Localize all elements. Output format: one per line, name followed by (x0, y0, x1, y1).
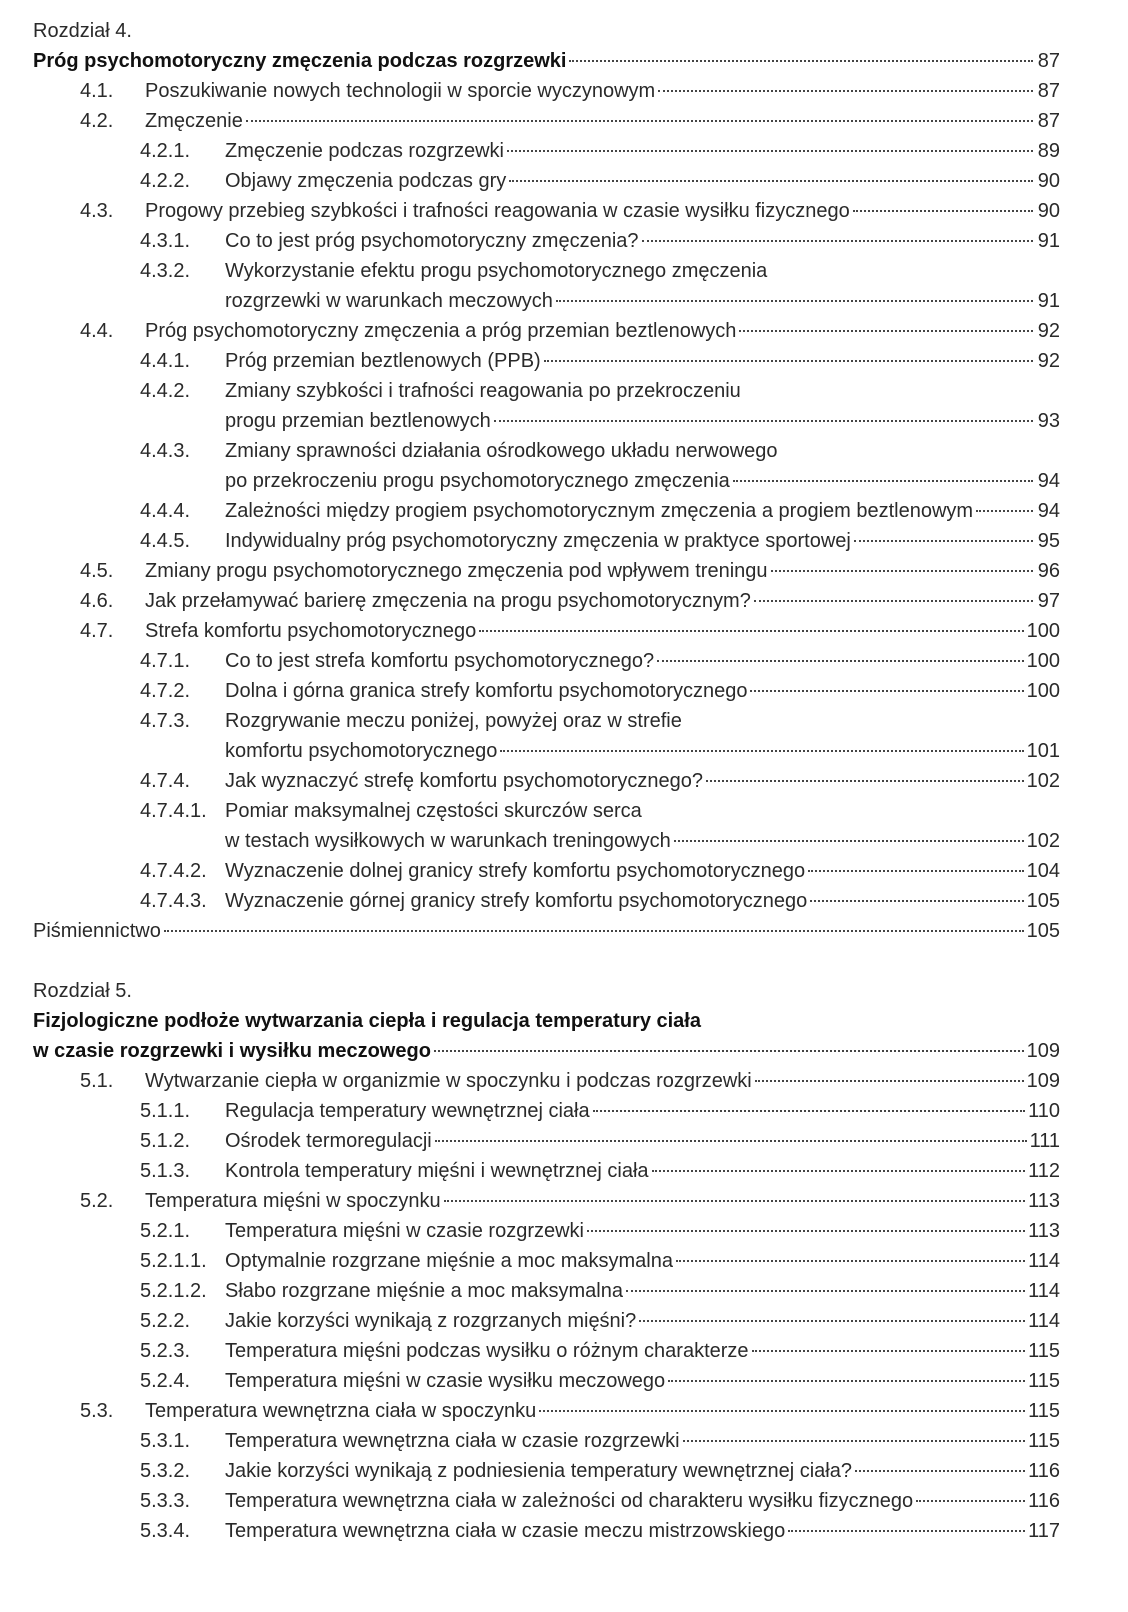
entry-number: 4.3. (80, 200, 114, 222)
page-number: 97 (1037, 590, 1060, 612)
entry-number: 4.7.4. (140, 770, 191, 792)
entry-number: 5.3. (80, 1400, 114, 1422)
toc-entry (0, 856, 1060, 886)
leader-dots (164, 930, 1024, 932)
entry-title: Objawy zmęczenia podczas gry (225, 170, 507, 192)
entry-line (225, 856, 1060, 886)
leader-dots (810, 900, 1023, 902)
leader-dots (509, 180, 1033, 182)
entry-title: Temperatura wewnętrzna ciała w czasie rozgrzewki (225, 1430, 680, 1452)
entry-number: 4.2. (80, 110, 114, 132)
page-number: 89 (1037, 140, 1060, 162)
entry-number: 5.3.2. (140, 1460, 191, 1482)
toc-entry-continuation (0, 736, 1060, 766)
toc-entry (0, 496, 1060, 526)
toc-entry (0, 226, 1060, 256)
entry-title-continued: w testach wysiłkowych w warunkach treningowych (225, 830, 671, 852)
page-number: 92 (1037, 350, 1060, 372)
entry-line (225, 1216, 1060, 1246)
entry-title: Indywidualny próg psychomotoryczny zmęczenia w praktyce sportowej (225, 530, 851, 552)
entry-number: 5.1. (80, 1070, 114, 1092)
page-number: 115 (1028, 1370, 1060, 1392)
toc-entry (0, 1456, 1060, 1486)
leader-dots (587, 1230, 1025, 1232)
entry-number: 4.7.4.1. (140, 800, 207, 822)
entry-line (225, 676, 1060, 706)
entry-number: 5.3.4. (140, 1520, 191, 1542)
page-number: 100 (1026, 650, 1060, 672)
entry-line (225, 886, 1060, 916)
entry-title: Jak przełamywać barierę zmęczenia na progu psychomotorycznym? (145, 590, 751, 612)
page-number: 101 (1026, 740, 1060, 762)
entry-line (145, 1186, 1060, 1216)
entry-line (145, 616, 1060, 646)
leader-dots (674, 840, 1024, 842)
entry-number: 5.2.3. (140, 1340, 191, 1362)
toc-entry (0, 346, 1060, 376)
page-number: 109 (1026, 1040, 1060, 1062)
entry-line (33, 916, 1060, 946)
entry-title: Zmęczenie podczas rozgrzewki (225, 140, 504, 162)
entry-title: Wyznaczenie górnej granicy strefy komfortu psychomotorycznego (225, 890, 808, 912)
entry-line (225, 1246, 1060, 1276)
toc-entry (0, 1156, 1060, 1186)
page-number: 100 (1026, 620, 1060, 642)
leader-dots (444, 1200, 1025, 1202)
chapter-title: Próg psychomotoryczny zmęczenia podczas rozgrzewki (33, 50, 567, 72)
leader-dots (569, 60, 1033, 62)
toc-entry (0, 1126, 1060, 1156)
leader-dots (435, 1140, 1027, 1142)
entry-title: Temperatura mięśni w czasie rozgrzewki (225, 1220, 585, 1242)
entry-number: 4.4.4. (140, 500, 191, 522)
entry-title: Słabo rozgrzane mięśnie a moc maksymalna (225, 1280, 623, 1302)
entry-number: 5.1.1. (140, 1100, 191, 1122)
toc-entry (0, 796, 1060, 826)
entry-title-continued: po przekroczeniu progu psychomotorycznego zmęczenia (225, 470, 730, 492)
entry-line (225, 796, 1060, 826)
leader-dots (500, 750, 1023, 752)
entry-title: Temperatura mięśni podczas wysiłku o różnym charakterze (225, 1340, 749, 1362)
entry-title: Regulacja temperatury wewnętrznej ciała (225, 1100, 590, 1122)
entry-title: Jakie korzyści wynikają z rozgrzanych mięśni? (225, 1310, 637, 1332)
page-number: 114 (1028, 1310, 1060, 1332)
leader-dots (853, 210, 1033, 212)
entry-line (225, 1426, 1060, 1456)
entry-title: Wyznaczenie dolnej granicy strefy komfortu psychomotorycznego (225, 860, 806, 882)
entry-title: Zmęczenie (145, 110, 243, 132)
leader-dots (556, 300, 1033, 302)
entry-title: Wytwarzanie ciepła w organizmie w spoczynku i podczas rozgrzewki (145, 1070, 752, 1092)
toc-entry-continuation (0, 406, 1060, 436)
entry-title: Kontrola temperatury mięśni i wewnętrznej ciała (225, 1160, 649, 1182)
chapter-title-line-2: w czasie rozgrzewki i wysiłku meczowego (33, 1040, 431, 1062)
leader-dots (507, 150, 1033, 152)
toc-entry (0, 766, 1060, 796)
toc-entry (0, 1246, 1060, 1276)
leader-dots (771, 570, 1033, 572)
toc-entry (0, 916, 1060, 946)
leader-dots (494, 420, 1033, 422)
entry-number: 4.2.2. (140, 170, 191, 192)
entry-title: Progowy przebieg szybkości i trafności reagowania w czasie wysiłku fizycznego (145, 200, 850, 222)
toc-entry (0, 316, 1060, 346)
leader-dots (658, 90, 1033, 92)
toc-entry (0, 586, 1060, 616)
entry-number: 5.1.2. (140, 1130, 191, 1152)
entry-number: 4.7.4.3. (140, 890, 207, 912)
leader-dots (652, 1170, 1026, 1172)
page-number: 102 (1026, 830, 1060, 852)
page-number: 105 (1026, 890, 1060, 912)
leader-dots (539, 1410, 1025, 1412)
toc-entry-continuation (0, 826, 1060, 856)
toc-entry (0, 616, 1060, 646)
page-number: 104 (1026, 860, 1060, 882)
page-number: 94 (1037, 500, 1060, 522)
entry-line (225, 376, 1060, 406)
entry-title: Piśmiennictwo (33, 920, 161, 942)
entry-line (225, 166, 1060, 196)
chapter-label: Rozdział 5. (33, 980, 132, 1002)
entry-line (225, 826, 1060, 856)
entry-title: Wykorzystanie efektu progu psychomotorycznego zmęczenia (225, 260, 768, 282)
entry-line (225, 346, 1060, 376)
entry-number: 5.2.4. (140, 1370, 191, 1392)
leader-dots (593, 1110, 1025, 1112)
toc-entry (0, 1066, 1060, 1096)
entry-number: 4.6. (80, 590, 114, 612)
chapter-title: Fizjologiczne podłoże wytwarzania ciepła i regulacja temperatury ciała (33, 1010, 701, 1032)
leader-dots (976, 510, 1033, 512)
entry-line (225, 136, 1060, 166)
entry-line (225, 766, 1060, 796)
entry-title: Jakie korzyści wynikają z podniesienia temperatury wewnętrznej ciała? (225, 1460, 852, 1482)
toc-entry (0, 886, 1060, 916)
entry-line (225, 286, 1060, 316)
entry-line (225, 706, 1060, 736)
entry-line (145, 1066, 1060, 1096)
leader-dots (788, 1530, 1025, 1532)
entry-title: Pomiar maksymalnej częstości skurczów serca (225, 800, 642, 822)
page-number: 116 (1028, 1460, 1060, 1482)
toc-entry (0, 556, 1060, 586)
page-number: 87 (1037, 110, 1060, 132)
toc-entry (0, 76, 1060, 106)
entry-line (225, 1126, 1060, 1156)
page-number: 113 (1028, 1220, 1060, 1242)
page-number: 90 (1037, 200, 1060, 222)
toc-entry (0, 376, 1060, 406)
toc-entry (0, 1186, 1060, 1216)
page-number: 115 (1028, 1340, 1060, 1362)
entry-line (225, 1276, 1060, 1306)
entry-number: 5.2.1.2. (140, 1280, 207, 1302)
entry-title: Temperatura wewnętrzna ciała w czasie meczu mistrzowskiego (225, 1520, 786, 1542)
page-number: 114 (1028, 1250, 1060, 1272)
page-number: 93 (1037, 410, 1060, 432)
chapter-label: Rozdział 4. (33, 20, 132, 42)
page-number: 87 (1037, 80, 1060, 102)
page-number: 87 (1037, 50, 1060, 72)
entry-title-continued: rozgrzewki w warunkach meczowych (225, 290, 553, 312)
entry-number: 5.2.2. (140, 1310, 191, 1332)
page-number: 94 (1037, 470, 1060, 492)
chapter-entries (0, 1066, 1060, 1546)
entry-number: 5.2.1. (140, 1220, 191, 1242)
entry-line (225, 1336, 1060, 1366)
entry-title: Zależności między progiem psychomotorycznym zmęczenia a progiem beztlenowym (225, 500, 974, 522)
leader-dots (739, 330, 1033, 332)
entry-title: Ośrodek termoregulacji (225, 1130, 432, 1152)
entry-line (225, 1516, 1060, 1546)
entry-line (225, 496, 1060, 526)
leader-dots (668, 1380, 1025, 1382)
toc-entry-continuation (0, 286, 1060, 316)
entry-number: 5.2.1.1. (140, 1250, 207, 1272)
leader-dots (434, 1050, 1024, 1052)
entry-title: Poszukiwanie nowych technologii w sporcie wyczynowym (145, 80, 656, 102)
toc-entry (0, 1306, 1060, 1336)
entry-line (225, 406, 1060, 436)
entry-number: 4.4.1. (140, 350, 191, 372)
leader-dots (854, 540, 1033, 542)
page-number: 115 (1028, 1400, 1060, 1422)
leader-dots (676, 1260, 1025, 1262)
toc-entry (0, 1486, 1060, 1516)
toc-entry (0, 196, 1060, 226)
entry-line (225, 226, 1060, 256)
entry-title: Optymalnie rozgrzane mięśnie a moc maksymalna (225, 1250, 673, 1272)
toc-entry (0, 1276, 1060, 1306)
entry-line (145, 106, 1060, 136)
entry-number: 5.2. (80, 1190, 114, 1212)
entry-title: Strefa komfortu psychomotorycznego (145, 620, 477, 642)
entry-number: 4.7.4.2. (140, 860, 207, 882)
entry-number: 5.1.3. (140, 1160, 191, 1182)
entry-number: 4.7.1. (140, 650, 191, 672)
entry-line (145, 76, 1060, 106)
toc-entry (0, 706, 1060, 736)
entry-number: 4.7.3. (140, 710, 191, 732)
entry-line (145, 586, 1060, 616)
entry-line (145, 196, 1060, 226)
toc-entry (0, 1096, 1060, 1126)
leader-dots (683, 1440, 1025, 1442)
entry-line (225, 1456, 1060, 1486)
page-number: 114 (1028, 1280, 1060, 1302)
entry-line (225, 736, 1060, 766)
entry-title: Co to jest próg psychomotoryczny zmęczenia? (225, 230, 639, 252)
entry-title: Zmiany sprawności działania ośrodkowego układu nerwowego (225, 440, 778, 462)
chapter-title-row (0, 1006, 1060, 1036)
toc-entry (0, 1426, 1060, 1456)
entry-number: 4.4. (80, 320, 114, 342)
page-number: 90 (1037, 170, 1060, 192)
toc-entry (0, 1396, 1060, 1426)
entry-line (225, 646, 1060, 676)
entry-number: 4.4.3. (140, 440, 191, 462)
entry-title: Rozgrywanie meczu poniżej, powyżej oraz w strefie (225, 710, 682, 732)
entry-title: Temperatura mięśni w spoczynku (145, 1190, 441, 1212)
toc-entry-continuation (0, 466, 1060, 496)
entry-number: 5.3.1. (140, 1430, 191, 1452)
leader-dots (246, 120, 1033, 122)
entry-line (145, 1396, 1060, 1426)
entry-line (225, 1486, 1060, 1516)
toc-entry (0, 1216, 1060, 1246)
leader-dots (808, 870, 1024, 872)
page-number: 116 (1028, 1490, 1060, 1512)
table-of-contents (0, 16, 1060, 1546)
page-number: 112 (1028, 1160, 1060, 1182)
entry-number: 4.7. (80, 620, 114, 642)
entry-number: 4.4.2. (140, 380, 191, 402)
entry-line (225, 466, 1060, 496)
toc-entry (0, 136, 1060, 166)
page-number: 96 (1037, 560, 1060, 582)
leader-dots (626, 1290, 1025, 1292)
toc-entry (0, 1366, 1060, 1396)
page-number: 110 (1028, 1100, 1060, 1122)
entry-number: 4.3.1. (140, 230, 191, 252)
page-number: 115 (1028, 1430, 1060, 1452)
entry-number: 4.2.1. (140, 140, 191, 162)
entry-title-continued: komfortu psychomotorycznego (225, 740, 498, 762)
toc-entry (0, 646, 1060, 676)
entry-title: Temperatura wewnętrzna ciała w spoczynku (145, 1400, 537, 1422)
leader-dots (916, 1500, 1025, 1502)
entry-line (225, 1156, 1060, 1186)
leader-dots (754, 600, 1033, 602)
leader-dots (752, 1350, 1026, 1352)
entry-title: Próg psychomotoryczny zmęczenia a próg przemian beztlenowych (145, 320, 737, 342)
leader-dots (642, 240, 1033, 242)
chapter-entries (0, 76, 1060, 946)
entry-number: 4.4.5. (140, 530, 191, 552)
chapter-title-row (0, 1036, 1060, 1066)
entry-number: 4.7.2. (140, 680, 191, 702)
page-number: 100 (1026, 680, 1060, 702)
toc-entry (0, 526, 1060, 556)
page-number: 92 (1037, 320, 1060, 342)
entry-title: Co to jest strefa komfortu psychomotorycznego? (225, 650, 655, 672)
entry-title: Temperatura wewnętrzna ciała w zależności od charakteru wysiłku fizycznego (225, 1490, 914, 1512)
entry-title: Dolna i górna granica strefy komfortu psychomotorycznego (225, 680, 748, 702)
entry-title: Próg przemian beztlenowych (PPB) (225, 350, 541, 372)
entry-line (225, 436, 1060, 466)
entry-line (225, 1366, 1060, 1396)
entry-title: Zmiany szybkości i trafności reagowania po przekroczeniu (225, 380, 741, 402)
page-number: 91 (1037, 230, 1060, 252)
entry-number: 4.5. (80, 560, 114, 582)
toc-entry (0, 106, 1060, 136)
toc-entry (0, 436, 1060, 466)
page-number: 105 (1026, 920, 1060, 942)
page-number: 111 (1029, 1130, 1060, 1152)
leader-dots (755, 1080, 1024, 1082)
leader-dots (544, 360, 1033, 362)
toc-entry (0, 166, 1060, 196)
entry-title: Zmiany progu psychomotorycznego zmęczenia pod wpływem treningu (145, 560, 768, 582)
chapter-title-row (0, 46, 1060, 76)
toc-entry (0, 676, 1060, 706)
entry-title: Temperatura mięśni w czasie wysiłku meczowego (225, 1370, 666, 1392)
leader-dots (855, 1470, 1025, 1472)
entry-line (145, 556, 1060, 586)
leader-dots (706, 780, 1024, 782)
entry-line (225, 1096, 1060, 1126)
entry-line (145, 316, 1060, 346)
leader-dots (657, 660, 1024, 662)
page-number: 113 (1028, 1190, 1060, 1212)
entry-line (225, 256, 1060, 286)
leader-dots (479, 630, 1023, 632)
page-number: 117 (1028, 1520, 1060, 1542)
entry-number: 4.1. (80, 80, 114, 102)
page-number: 109 (1026, 1070, 1060, 1092)
page-number: 95 (1037, 530, 1060, 552)
page-number: 91 (1037, 290, 1060, 312)
toc-entry (0, 1516, 1060, 1546)
page-number: 102 (1026, 770, 1060, 792)
entry-number: 4.3.2. (140, 260, 191, 282)
entry-title: Jak wyznaczyć strefę komfortu psychomotorycznego? (225, 770, 703, 792)
entry-line (225, 526, 1060, 556)
leader-dots (733, 480, 1033, 482)
toc-entry (0, 1336, 1060, 1366)
entry-line (225, 1306, 1060, 1336)
entry-title-continued: progu przemian beztlenowych (225, 410, 491, 432)
leader-dots (639, 1320, 1025, 1322)
entry-number: 5.3.3. (140, 1490, 191, 1512)
leader-dots (750, 690, 1023, 692)
toc-entry (0, 256, 1060, 286)
